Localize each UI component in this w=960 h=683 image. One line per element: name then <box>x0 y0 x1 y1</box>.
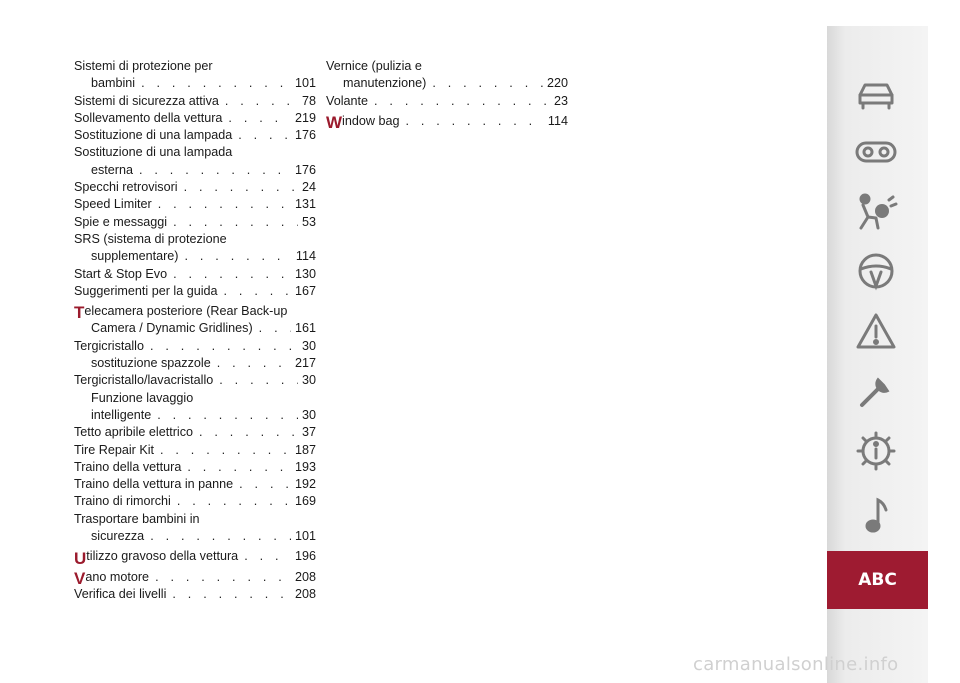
page-number[interactable]: 101 <box>294 76 316 91</box>
abc-index-tab[interactable]: ABC <box>827 551 928 609</box>
dot-leader <box>155 569 291 586</box>
index-entry[interactable] <box>326 113 568 133</box>
dot-leader <box>157 407 298 424</box>
page-number[interactable]: 208 <box>294 586 316 601</box>
dot-leader <box>225 93 298 110</box>
dot-leader <box>405 113 543 130</box>
section-letter: U <box>74 548 87 568</box>
page-number[interactable]: 167 <box>294 283 316 298</box>
index-term: Vernice (pulizia e <box>326 59 422 73</box>
section-letter: W <box>326 113 343 133</box>
index-entry[interactable] <box>74 355 316 372</box>
dot-leader <box>228 110 291 127</box>
index-term: Sistemi di sicurezza attiva <box>74 93 219 108</box>
index-entry[interactable] <box>74 58 316 93</box>
dot-leader <box>238 127 291 144</box>
index-term: Traino della vettura <box>74 459 182 474</box>
dot-leader <box>173 214 298 231</box>
index-entry[interactable] <box>74 390 316 425</box>
index-entry[interactable] <box>74 110 316 127</box>
dot-leader <box>187 459 291 476</box>
index-term: Traino della vettura in panne <box>74 477 234 492</box>
index-term: Sistemi di protezione per <box>74 59 213 73</box>
index-term: sicurezza <box>91 529 145 544</box>
page-number[interactable]: 24 <box>301 180 316 195</box>
index-entry[interactable] <box>74 372 316 389</box>
page-number[interactable]: 161 <box>294 321 316 336</box>
index-column-2 <box>326 58 568 133</box>
index-term: Funzione lavaggio <box>91 390 194 405</box>
watermark: carmanualsonline.info <box>693 654 899 675</box>
index-entry[interactable] <box>74 303 316 338</box>
page-number[interactable]: 78 <box>301 93 316 108</box>
dot-leader <box>259 320 291 337</box>
page-number[interactable]: 208 <box>294 569 316 584</box>
dot-leader <box>150 338 298 355</box>
index-entry[interactable] <box>74 196 316 213</box>
dot-leader <box>184 179 298 196</box>
index-term: indow bag <box>342 113 400 128</box>
index-term: Sollevamento della vettura <box>74 110 223 125</box>
dot-leader <box>219 372 298 389</box>
page-number[interactable]: 192 <box>294 477 316 492</box>
index-entry[interactable] <box>74 476 316 493</box>
dot-leader <box>239 476 291 493</box>
index-term: Tergicristallo <box>74 338 144 353</box>
index-term: Tergicristallo/lavacristallo <box>74 373 214 388</box>
index-term: Camera / Dynamic Gridlines) <box>91 321 253 336</box>
page-number[interactable]: 114 <box>295 249 316 264</box>
dot-leader <box>150 528 291 545</box>
section-letter: T <box>74 303 85 323</box>
index-term: intelligente <box>91 407 152 422</box>
page-number[interactable]: 217 <box>294 356 316 371</box>
info-gear-icon[interactable] <box>853 430 899 472</box>
index-entry[interactable] <box>74 338 316 355</box>
index-term: Volante <box>326 93 369 108</box>
index-entry[interactable] <box>74 569 316 586</box>
index-entry[interactable] <box>74 144 316 179</box>
index-term: Start & Stop Evo <box>74 266 168 281</box>
index-entry[interactable] <box>74 424 316 441</box>
dot-leader <box>158 196 291 213</box>
page-number[interactable]: 23 <box>553 93 568 108</box>
index-term: sostituzione spazzole <box>91 356 211 371</box>
page-number[interactable]: 130 <box>294 266 316 281</box>
index-term: bambini <box>91 76 136 91</box>
page-number[interactable]: 53 <box>301 214 316 229</box>
dot-leader <box>374 93 550 110</box>
dot-leader <box>432 75 543 92</box>
page-number[interactable]: 169 <box>294 494 316 509</box>
index-entry[interactable] <box>74 93 316 110</box>
dot-leader <box>177 493 291 510</box>
page-number[interactable]: 37 <box>301 425 316 440</box>
dot-leader <box>139 162 291 179</box>
page-number[interactable]: 101 <box>294 529 316 544</box>
index-entry[interactable] <box>74 266 316 283</box>
warning-triangle-icon[interactable] <box>853 310 899 352</box>
index-term: Suggerimenti per la guida <box>74 283 218 298</box>
dot-leader <box>217 355 291 372</box>
dot-leader <box>172 586 291 603</box>
index-term: Tetto apribile elettrico <box>74 425 194 440</box>
index-term: tilizzo gravoso della vettura <box>86 549 239 564</box>
index-entry[interactable] <box>74 548 316 568</box>
dashboard-icon[interactable] <box>853 131 899 173</box>
index-term: Verifica dei livelli <box>74 586 167 601</box>
index-entry[interactable] <box>74 179 316 196</box>
index-term: Trasportare bambini in <box>74 511 200 526</box>
page-number[interactable]: 193 <box>294 459 316 474</box>
index-term: SRS (sistema di protezione <box>74 231 227 246</box>
page-number[interactable]: 196 <box>294 549 316 564</box>
dot-leader <box>199 424 298 441</box>
index-entry[interactable] <box>326 58 568 93</box>
page-number[interactable]: 114 <box>547 113 568 128</box>
index-term: Specchi retrovisori <box>74 180 178 195</box>
page-number[interactable]: 30 <box>301 407 316 422</box>
page-number[interactable]: 187 <box>294 442 316 457</box>
chapter-sidebar <box>827 26 928 683</box>
index-entry[interactable] <box>326 93 568 110</box>
music-note-icon[interactable] <box>853 494 899 536</box>
index-term: Spie e messaggi <box>74 214 168 229</box>
index-term: esterna <box>91 162 134 177</box>
page-number[interactable]: 219 <box>294 110 316 125</box>
car-icon[interactable] <box>853 76 899 118</box>
dot-leader <box>224 283 291 300</box>
index-entry[interactable] <box>74 283 316 300</box>
index-term: Speed Limiter <box>74 197 152 212</box>
index-entry[interactable] <box>74 586 316 603</box>
index-entry[interactable] <box>74 493 316 510</box>
index-term: manutenzione) <box>343 76 427 91</box>
page-number[interactable]: 131 <box>294 197 316 212</box>
index-column-1 <box>74 58 316 603</box>
index-term: supplementare) <box>91 249 179 264</box>
index-entry[interactable] <box>74 459 316 476</box>
page-number[interactable]: 30 <box>301 338 316 353</box>
index-term: ano motore <box>85 569 150 584</box>
dot-leader <box>173 266 291 283</box>
section-letter: V <box>74 568 86 588</box>
page-number[interactable]: 176 <box>294 162 316 177</box>
index-entry[interactable] <box>74 511 316 546</box>
index-entry[interactable] <box>74 231 316 266</box>
dot-leader <box>141 75 291 92</box>
index-term: Traino di rimorchi <box>74 494 171 509</box>
index-term: Tire Repair Kit <box>74 442 155 457</box>
page-number[interactable]: 176 <box>294 128 316 143</box>
index-entry[interactable] <box>74 214 316 231</box>
wrench-icon[interactable] <box>853 370 899 412</box>
index-term: elecamera posteriore (Rear Back-up <box>84 304 288 319</box>
airbag-icon[interactable] <box>853 191 899 233</box>
dot-leader <box>244 548 291 565</box>
dot-leader <box>160 442 291 459</box>
index-term: Sostituzione di una lampada <box>74 145 233 160</box>
index-term: Sostituzione di una lampada <box>74 128 233 143</box>
page-number[interactable]: 30 <box>301 373 316 388</box>
dot-leader <box>185 248 292 265</box>
index-entry[interactable] <box>74 127 316 144</box>
index-entry[interactable] <box>74 442 316 459</box>
page-number[interactable]: 220 <box>546 76 568 91</box>
steering-wheel-icon[interactable] <box>853 250 899 292</box>
